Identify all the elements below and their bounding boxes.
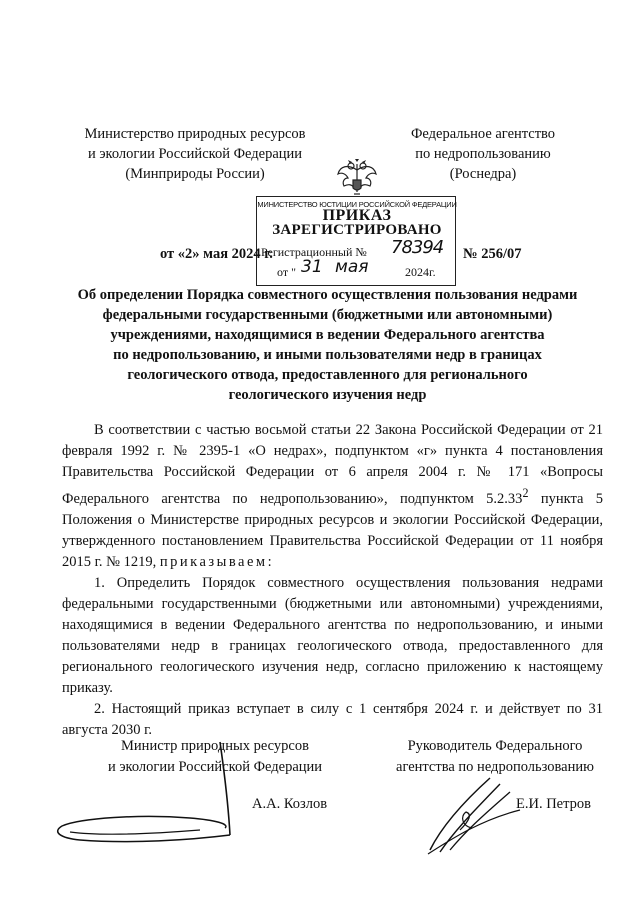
agency-line-1: Федеральное агентство bbox=[410, 126, 556, 142]
title-line-6: геологического изучения недр bbox=[228, 387, 427, 403]
coat-of-arms-icon bbox=[334, 158, 380, 198]
stamp-year: 2024г. bbox=[405, 265, 436, 279]
stamp-reg-number: 78394 bbox=[391, 237, 444, 258]
title-line-4: по недропользованию, и иными пользователями недр в границах bbox=[113, 347, 542, 363]
signatory-right-name: Е.И. Петров bbox=[516, 796, 591, 812]
stamp-date-prefix: от " bbox=[277, 265, 296, 279]
document-body bbox=[62, 420, 603, 741]
title-line-2: федеральными государственными (бюджетными или автономными) bbox=[102, 307, 553, 323]
ministry-line-3: (Минприроды России) bbox=[125, 166, 265, 182]
agency-header bbox=[378, 124, 588, 184]
signature-left-icon bbox=[40, 740, 270, 850]
preamble-text: В соответствии с частью восьмой статьи 22 Закона Российской Федерации от 21 февраля 1992 г. № 2395-1 «О недрах», подпунктом «г» пункта 4 постановления Правительства Российской Федерации от 6 апреля 2004 г. № 171 «Вопросы Федерального агентства по недропользованию», подпунктом 5.2.33 bbox=[62, 422, 603, 507]
signature-right-icon bbox=[420, 770, 530, 860]
signatory-left-line-1: Министр природных ресурсов bbox=[121, 738, 309, 754]
signatory-left-name: А.А. Козлов bbox=[252, 796, 328, 812]
preamble-continuation: пункта 5 Положения о Министерстве природных ресурсов и экологии Российской Федерации, утвержденного постановлением Правительства Российской Федерации от 11 ноября 2015 г. № 1219, bbox=[62, 490, 603, 570]
preamble-paragraph bbox=[62, 420, 603, 573]
order-date: от «2» мая 2024 г. bbox=[160, 246, 273, 262]
signatory-left-line-2: и экологии Российской Федерации bbox=[107, 759, 323, 775]
signatory-right-line-2: агентства по недропользованию bbox=[396, 759, 594, 775]
agency-line-2: по недропользованию bbox=[415, 146, 551, 162]
agency-line-3: (Роснедра) bbox=[449, 166, 517, 182]
stamp-reg-label: Регистрационный № bbox=[261, 245, 367, 259]
item-2: 2. Настоящий приказ вступает в силу с 1 сентября 2024 г. и действует по 31 августа 2030 г. bbox=[62, 700, 603, 738]
stamp-day: 31 bbox=[301, 257, 323, 277]
title-line-1: Об определении Порядка совместного осуществления пользования недрами bbox=[77, 287, 578, 303]
ministry-line-2: и экологии Российской Федерации bbox=[87, 146, 303, 162]
document-title bbox=[50, 285, 605, 405]
ministry-header bbox=[70, 124, 320, 184]
preamble-superscript: 2 bbox=[522, 486, 529, 500]
order-number: № 256/07 bbox=[463, 246, 522, 262]
stamp-ministry: МИНИСТЕРСТВО ЮСТИЦИИ РОССИЙСКОЙ ФЕДЕРАЦИИ bbox=[257, 200, 457, 209]
ministry-line-1: Министерство природных ресурсов bbox=[84, 126, 306, 142]
stamp-title: ПРИКАЗ bbox=[322, 207, 392, 224]
signatory-right-line-1: Руководитель Федерального bbox=[407, 738, 583, 754]
stamp-month: мая bbox=[335, 257, 369, 277]
title-line-3: учреждениями, находящимися в ведении Федерального агентства bbox=[110, 327, 545, 343]
title-line-5: геологического отвода, предоставленного для регионального bbox=[127, 367, 528, 383]
item-1: 1. Определить Порядок совместного осуществления пользования недрами федеральными государственными (бюджетными или автономными) учреждениями, находящимися в ведении Федерального агентства по недропользованию, и иными пользователями недр в границах геологического отвода, предоставленного для регионального геологического изучения недр, согласно приложению к настоящему приказу. bbox=[62, 574, 603, 696]
registration-stamp bbox=[256, 196, 456, 286]
order-word: приказываем: bbox=[159, 553, 275, 570]
stamp-status: ЗАРЕГИСТРИРОВАНО bbox=[272, 222, 442, 238]
